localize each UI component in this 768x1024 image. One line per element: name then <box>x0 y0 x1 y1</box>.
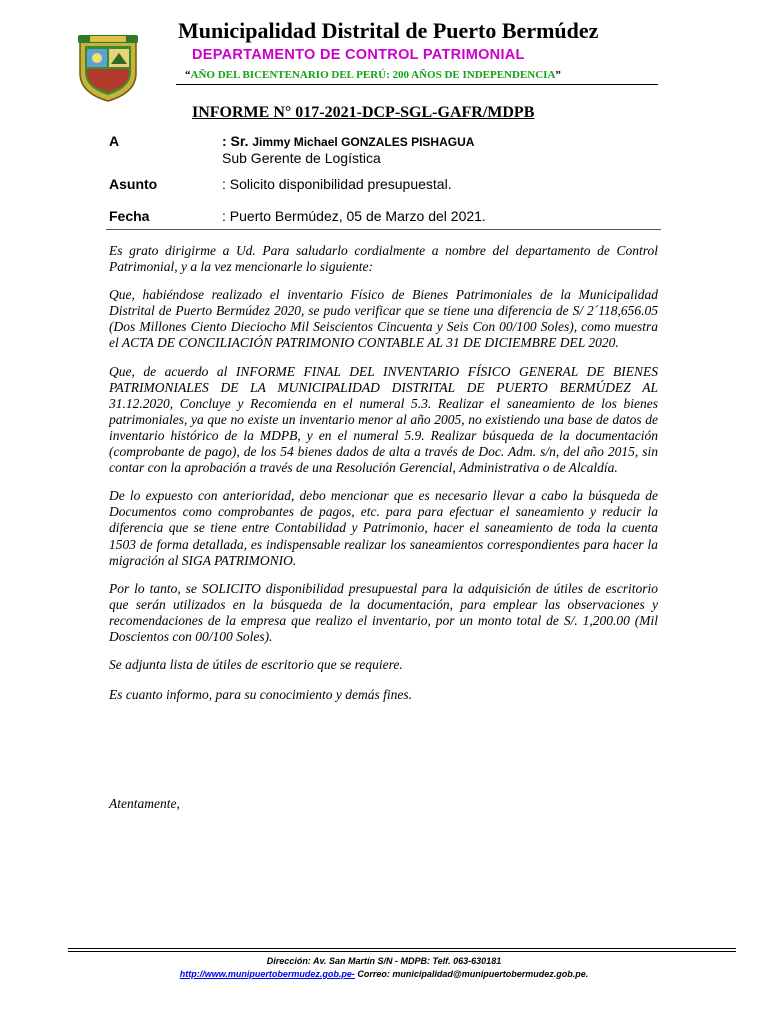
footer-email: Correo: municipalidad@munipuertobermudez.gob.pe. <box>354 969 589 979</box>
footer-divider-top <box>68 948 736 949</box>
footer-contact <box>0 969 768 979</box>
footer-address: Dirección: Av. San Martín S/N - MDPB: Telf. 063-630181 <box>266 956 502 966</box>
municipal-shield-logo-icon <box>76 33 140 103</box>
paragraph: Es grato dirigirme a Ud. Para saludarlo cordialmente a nombre del departamento de Control Patrimonial, y a la vez mencionarle lo siguiente: <box>109 243 658 275</box>
recipient-name: Jimmy Michael GONZALES PISHAGUA <box>252 135 475 149</box>
to-label: A <box>109 133 120 149</box>
date-value: : Puerto Bermúdez, 05 de Marzo del 2021. <box>222 208 486 224</box>
recipient-position: Sub Gerente de Logística <box>222 150 381 166</box>
date-label: Fecha <box>109 208 150 224</box>
paragraph: Se adjunta lista de útiles de escritorio que se requiere. <box>109 657 403 673</box>
to-prefix: : Sr. <box>222 133 249 149</box>
header-divider <box>176 84 658 85</box>
motto-open-quote: “ <box>185 69 191 81</box>
report-number: INFORME N° 017-2021-DCP-SGL-GAFR/MDPB <box>192 104 535 121</box>
paragraph: Por lo tanto, se SOLICITO disponibilidad presupuestal para la adquisición de útiles de escritorio que serán utilizados en la búsqueda de la documentación, para emplear las observaciones y recomendaciones de la empresa que realizo el inventario, por un monto total de S/. 1,200.00 (Mil Doscientos con 00/100 Soles). <box>109 580 658 644</box>
motto-text: AÑO DEL BICENTENARIO DEL PERÚ: 200 AÑOS DE INDEPENDENCIA <box>190 69 556 81</box>
paragraph: De lo expuesto con anterioridad, debo mencionar que es necesario llevar a cabo la búsqueda de Documentos como comprobantes de pagos, etc. para para efectuar el saneamiento y reducir la diferencia que se tiene entre Contabilidad y Patrimonio, hacer el saneamiento de toda la cuenta 1503 de forma detallada, es indispensable realizar los saneamientos correspondientes para hacer la migración al SIGA PATRIMONIO. <box>109 488 658 568</box>
subject-label: Asunto <box>109 176 158 192</box>
paragraph: Es cuanto informo, para su conocimiento y demás fines. <box>109 687 412 703</box>
report-body <box>109 243 658 717</box>
year-motto <box>185 69 561 81</box>
website-link[interactable]: http://www.munipuertobermudez.gob.pe- <box>179 969 355 979</box>
municipality-title: Municipalidad Distrital de Puerto Bermúdez <box>178 18 599 43</box>
subject-value: : Solicito disponibilidad presupuestal. <box>222 176 452 192</box>
paragraph: Que, de acuerdo al INFORME FINAL DEL INVENTARIO FÍSICO GENERAL DE BIENES PATRIMONIALES DE LA MUNICIPALIDAD DISTRITAL DE PUERTO BERMÚDEZ AL 31.12.2020, Concluye y Recomienda en el numeral 5.3. Realizar el saneamiento de los bienes patrimoniales, ya que no existe un inventario menor al año 2005, no existiendo una base de datos de inventario histórico de la MDPB, y en el numeral 5.9. Realizar búsqueda de la documentación (comprobante de pago), de los 54 bienes dados de alta a través de Doc. Adm. s/n, del año 2015, sin contar con la aprobación a través de una Resolución Gerencial, Administrativa o de Alcaldía. <box>109 363 658 476</box>
closing-salutation: Atentamente, <box>109 796 180 811</box>
to-recipient <box>222 133 474 149</box>
fields-divider <box>106 229 661 230</box>
department-name: DEPARTAMENTO DE CONTROL PATRIMONIAL <box>192 47 525 63</box>
paragraph: Que, habiéndose realizado el inventario Físico de Bienes Patrimoniales de la Municipalidad Distrital de Puerto Bermúdez 2020, se pudo verificar que se tiene una diferencia de S/ 2´118,656.05 (Dos Millones Ciento Dieciocho Mil Seiscientos Cincuenta y Seis Con 00/100 Soles), como muestra el ACTA DE CONCILIACIÓN PATRIMONIO CONTABLE AL 31 DE DICIEMBRE DEL 2020. <box>109 287 658 351</box>
footer-divider-bottom <box>68 951 736 952</box>
motto-close-quote: ” <box>555 69 561 81</box>
